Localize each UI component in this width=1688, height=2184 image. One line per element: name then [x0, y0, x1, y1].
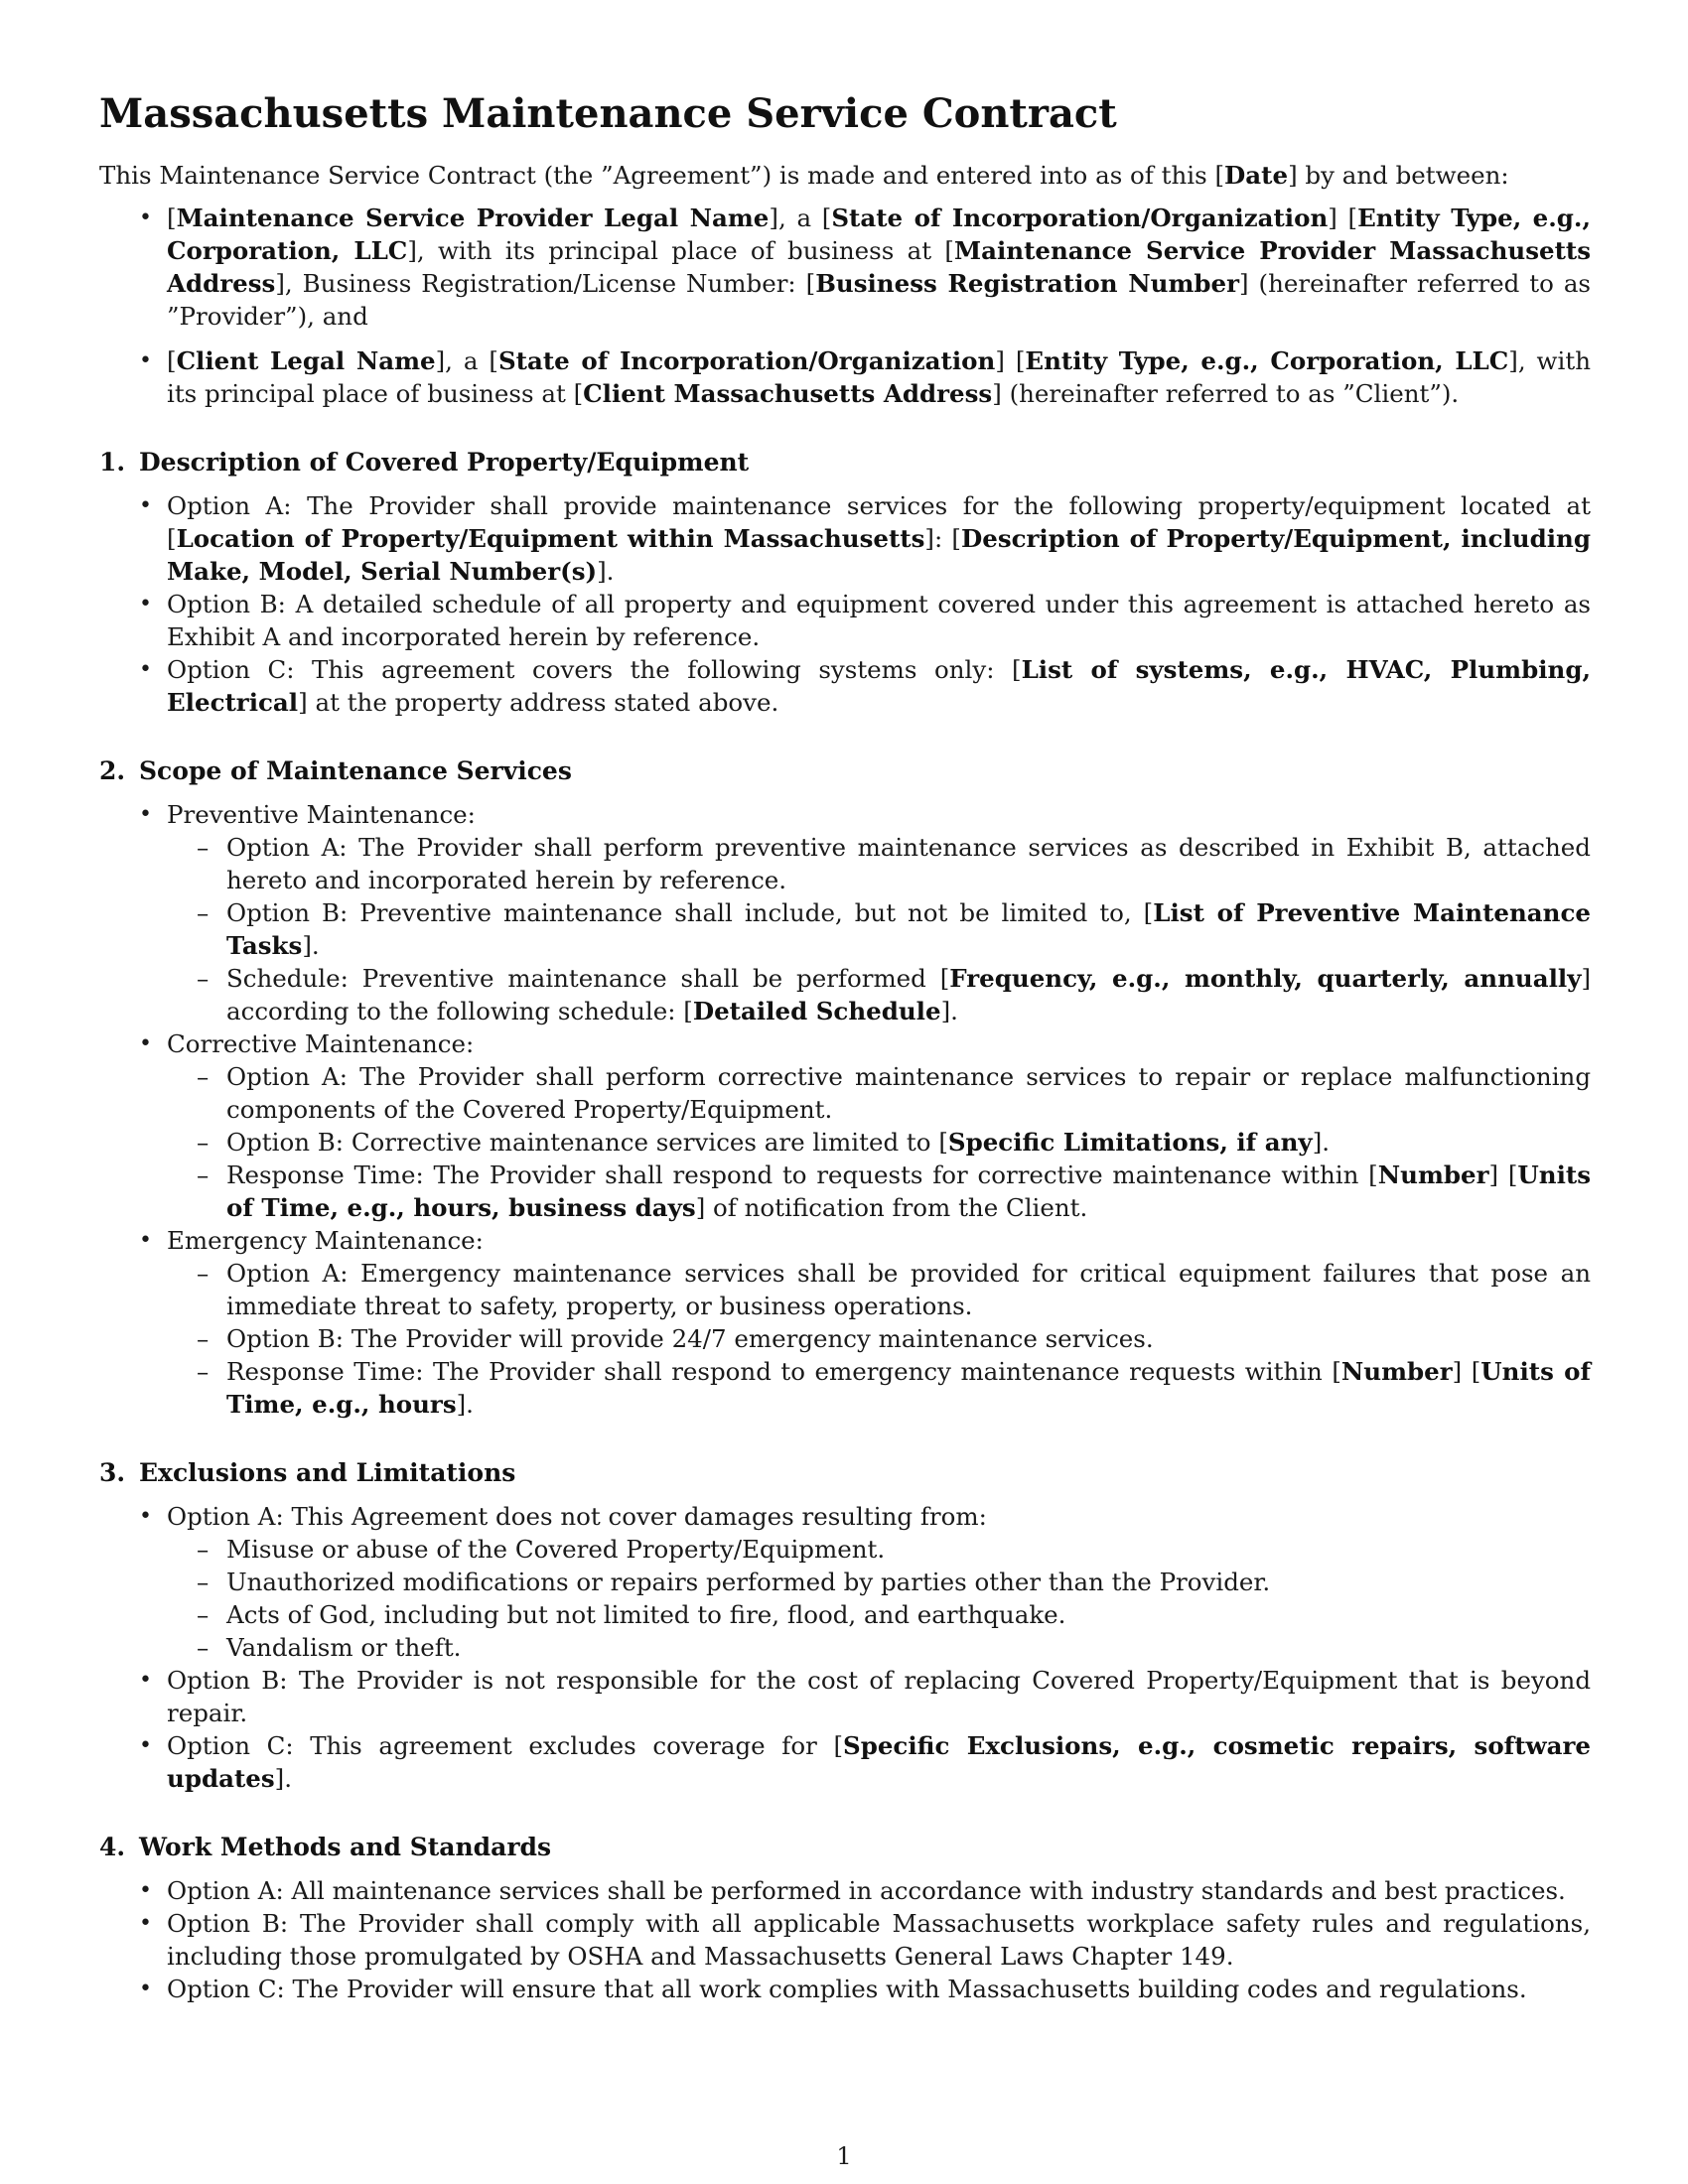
sublist [167, 1533, 1591, 1664]
sublist [167, 831, 1591, 1027]
sublist-item: – Response Time: The Provider shall respond to emergency maintenance requests within [Number] [Units of Time, e.g., hours]. [167, 1355, 1591, 1421]
list-item: • Option A: The Provider shall provide maintenance services for the following property/equipment located at [Location of Property/Equipment within Massachusetts]: [Description of Property/Equipment, including Make, Model, Serial Number(s)]. [99, 489, 1591, 588]
sublist-item: – Vandalism or theft. [167, 1631, 1591, 1664]
party-provider: • [Maintenance Service Provider Legal Name], a [State of Incorporation/Organization] [Entity Type, e.g., Corporation, LLC], with its principal place of business at [Maintenance Service Provider Massachusetts Address], Business Registration/License Number: [Business Registration Number] (hereinafter referred to as ”Provider”), and [99, 202, 1591, 333]
section-3-list [99, 1500, 1591, 1795]
list-item: • Emergency Maintenance: – Option A: Emergency maintenance services shall be provided for critical equipment failures that pose an immediate threat to safety, property, or business operations. – Option B: The Provider will provide 24/7 emergency maintenance services. – Response Time: The Provider shall respond to emergency maintenance requests within [Number] [Units of Time, e.g., hours]. [99, 1224, 1591, 1421]
sublist [167, 1257, 1591, 1421]
contract-page [99, 89, 1591, 2005]
page-number: 1 [836, 2142, 852, 2170]
sublist-item: – Option A: Emergency maintenance services shall be provided for critical equipment failures that pose an immediate threat to safety, property, or business operations. [167, 1257, 1591, 1322]
sublist-item: – Misuse or abuse of the Covered Property/Equipment. [167, 1533, 1591, 1566]
list-item: • Option B: The Provider shall comply with all applicable Massachusetts workplace safety rules and regulations, including those promulgated by OSHA and Massachusetts General Laws Chapter 149. [99, 1907, 1591, 1973]
intro-paragraph [99, 159, 1591, 192]
section-4-list [99, 1874, 1591, 2005]
section-heading-scope: 2. Scope of Maintenance Services [99, 756, 572, 785]
section-heading-work-methods: 4. Work Methods and Standards [99, 1833, 552, 1861]
sublist-item: – Option A: The Provider shall perform preventive maintenance services as described in Exhibit B, attached hereto and incorporated herein by reference. [167, 831, 1591, 896]
section-heading-exclusions: 3. Exclusions and Limitations [99, 1458, 516, 1487]
sublist-item: – Acts of God, including but not limited to fire, flood, and earthquake. [167, 1598, 1591, 1631]
parties-list [99, 202, 1591, 410]
document-title: Massachusetts Maintenance Service Contract [99, 90, 1117, 137]
sublist-item: – Option B: The Provider will provide 24/7 emergency maintenance services. [167, 1322, 1591, 1355]
list-item: • Corrective Maintenance: – Option A: The Provider shall perform corrective maintenance services to repair or replace malfunctioning components of the Covered Property/Equipment. – Option B: Corrective maintenance services are limited to [Specific Limitations, if any]. – Response Time: The Provider shall respond to requests for corrective maintenance within [Number] [Units of Time, e.g., hours, business days] of notification from the Client. [99, 1027, 1591, 1224]
list-item: • Option B: A detailed schedule of all property and equipment covered under this agreement is attached hereto as Exhibit A and incorporated herein by reference. [99, 588, 1591, 653]
party-client: • [Client Legal Name], a [State of Incorporation/Organization] [Entity Type, e.g., Corporation, LLC], with its principal place of business at [Client Massachusetts Address] (hereinafter referred to as ”Client”). [99, 344, 1591, 410]
section-2-list [99, 798, 1591, 1421]
list-item: • Option A: All maintenance services shall be performed in accordance with industry standards and best practices. [99, 1874, 1591, 1907]
list-item: • Option C: This agreement excludes coverage for [Specific Exclusions, e.g., cosmetic repairs, software updates]. [99, 1729, 1591, 1795]
sublist-item: – Option B: Corrective maintenance services are limited to [Specific Limitations, if any]. [167, 1126, 1591, 1159]
list-item: • Option C: The Provider will ensure that all work complies with Massachusetts building codes and regulations. [99, 1973, 1591, 2005]
sublist-item: – Response Time: The Provider shall respond to requests for corrective maintenance within [Number] [Units of Time, e.g., hours, business days] of notification from the Client. [167, 1159, 1591, 1224]
intro-text: ] by and between: [1288, 161, 1509, 190]
section-heading-covered-property: 1. Description of Covered Property/Equipment [99, 448, 750, 477]
intro-text: This Maintenance Service Contract (the ”Agreement”) is made and entered into as of this [ [99, 161, 1225, 190]
list-item: • Option C: This agreement covers the following systems only: [List of systems, e.g., HVAC, Plumbing, Electrical] at the property address stated above. [99, 653, 1591, 719]
sublist [167, 1060, 1591, 1224]
placeholder-date: Date [1224, 161, 1289, 190]
sublist-item: – Option B: Preventive maintenance shall include, but not be limited to, [List of Preventive Maintenance Tasks]. [167, 896, 1591, 962]
section-1-list [99, 489, 1591, 719]
sublist-item: – Option A: The Provider shall perform corrective maintenance services to repair or replace malfunctioning components of the Covered Property/Equipment. [167, 1060, 1591, 1126]
list-item: • Option B: The Provider is not responsible for the cost of replacing Covered Property/Equipment that is beyond repair. [99, 1664, 1591, 1729]
sublist-item: – Schedule: Preventive maintenance shall be performed [Frequency, e.g., monthly, quarterly, annually] according to the following schedule: [Detailed Schedule]. [167, 962, 1591, 1027]
list-item: • Option A: This Agreement does not cover damages resulting from: – Misuse or abuse of the Covered Property/Equipment. – Unauthorized modifications or repairs performed by parties other than the Provider. – Acts of God, including but not limited to fire, flood, and earthquake. – Vandalism or theft. [99, 1500, 1591, 1664]
sublist-item: – Unauthorized modifications or repairs performed by parties other than the Provider. [167, 1566, 1591, 1598]
list-item: • Preventive Maintenance: – Option A: The Provider shall perform preventive maintenance services as described in Exhibit B, attached hereto and incorporated herein by reference. – Option B: Preventive maintenance shall include, but not be limited to, [List of Preventive Maintenance Tasks]. – Schedule: Preventive maintenance shall be performed [Frequency, e.g., monthly, quarterly, annually] according to the following schedule: [Detailed Schedule]. [99, 798, 1591, 1027]
